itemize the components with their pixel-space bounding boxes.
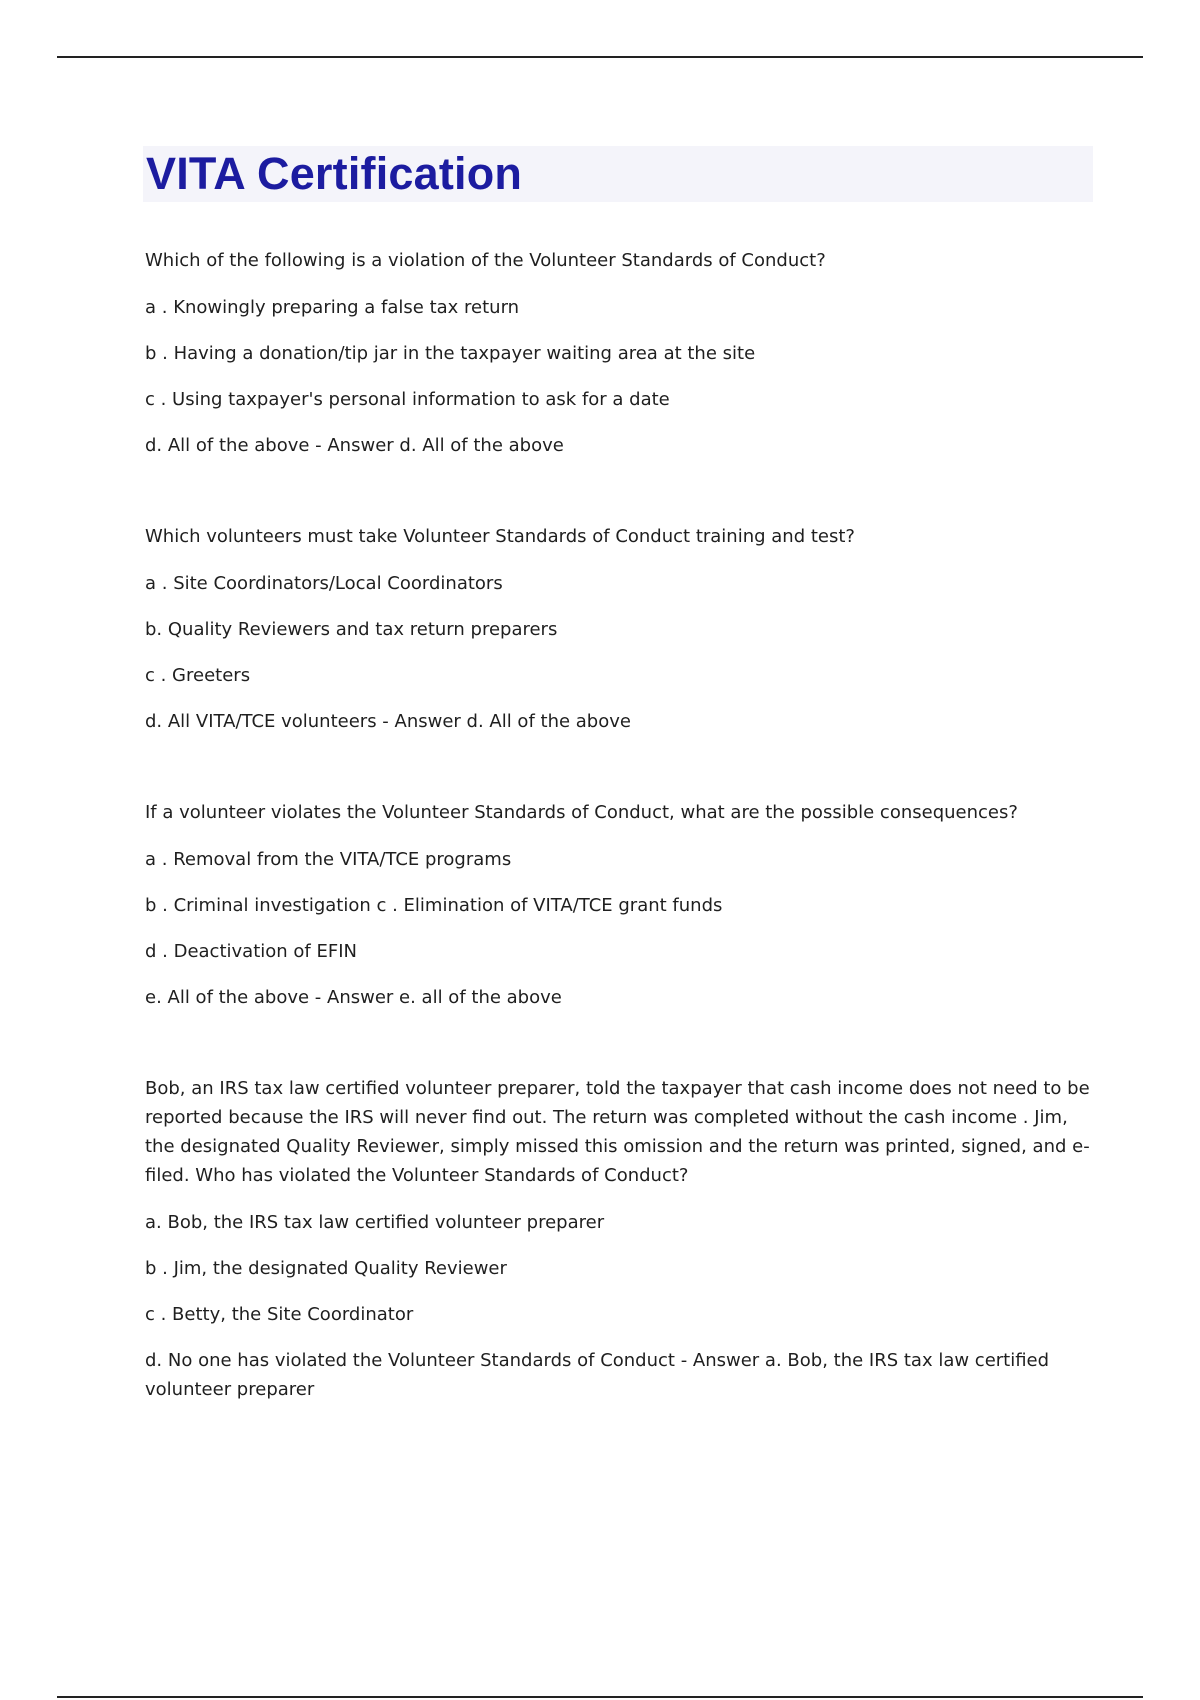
question-text: If a volunteer violates the Volunteer Standards of Conduct, what are the possible consequences? bbox=[145, 802, 1018, 823]
question-block-3 bbox=[145, 798, 1095, 1012]
question-block-1 bbox=[145, 246, 1095, 460]
answer-option: d. All of the above - Answer d. All of the above bbox=[145, 435, 564, 456]
question-block-4 bbox=[145, 1074, 1095, 1404]
bottom-rule bbox=[57, 1696, 1143, 1698]
answer-option: c . Greeters bbox=[145, 665, 251, 686]
answer-option: a . Site Coordinators/Local Coordinators bbox=[145, 573, 503, 594]
answer-option: e. All of the above - Answer e. all of the above bbox=[145, 987, 562, 1008]
question-text: Bob, an IRS tax law certified volunteer preparer, told the taxpayer that cash income does not need to be reported because the IRS will never find out. The return was completed without the cash income . Jim, the designated Quality Reviewer, simply missed this omission and the return was printed, signed, and e-filed. Who has violated the Volunteer Standards of Conduct? bbox=[145, 1078, 1090, 1186]
document-body bbox=[145, 246, 1095, 1466]
answer-option: a . Knowingly preparing a false tax return bbox=[145, 297, 520, 318]
answer-option: a. Bob, the IRS tax law certified volunteer preparer bbox=[145, 1212, 605, 1233]
question-block-2 bbox=[145, 522, 1095, 736]
answer-option: b. Quality Reviewers and tax return preparers bbox=[145, 619, 558, 640]
document-title: VITA Certification bbox=[146, 148, 523, 199]
answer-option: b . Having a donation/tip jar in the taxpayer waiting area at the site bbox=[145, 343, 756, 364]
answer-option: c . Betty, the Site Coordinator bbox=[145, 1304, 414, 1325]
answer-option: a . Removal from the VITA/TCE programs bbox=[145, 849, 512, 870]
question-text: Which of the following is a violation of the Volunteer Standards of Conduct? bbox=[145, 250, 826, 271]
answer-option: d. All VITA/TCE volunteers - Answer d. All of the above bbox=[145, 711, 631, 732]
answer-option: b . Criminal investigation c . Elimination of VITA/TCE grant funds bbox=[145, 895, 723, 916]
top-rule bbox=[57, 56, 1143, 58]
title-banner bbox=[143, 146, 1093, 202]
answer-option: c . Using taxpayer's personal information to ask for a date bbox=[145, 389, 670, 410]
answer-option: d . Deactivation of EFIN bbox=[145, 941, 357, 962]
question-text: Which volunteers must take Volunteer Standards of Conduct training and test? bbox=[145, 526, 855, 547]
answer-option: d. No one has violated the Volunteer Standards of Conduct - Answer a. Bob, the IRS tax law certified volunteer preparer bbox=[145, 1350, 1050, 1400]
answer-option: b . Jim, the designated Quality Reviewer bbox=[145, 1258, 507, 1279]
